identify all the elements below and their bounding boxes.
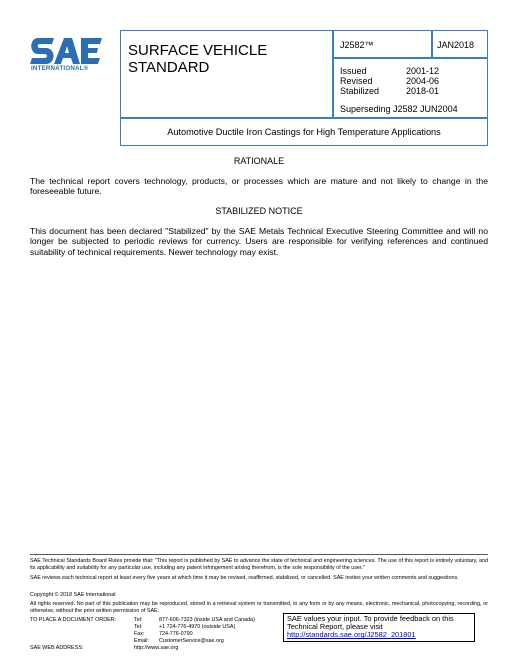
footer-divider xyxy=(30,554,488,555)
history-row-stabilized xyxy=(340,86,439,96)
history-value: 2018-01 xyxy=(406,86,440,96)
logo-letter-s xyxy=(30,38,54,64)
stabilized-notice-text: This document has been declared "Stabilized" by the SAE Metals Technical Executive Steering Committee and will no longer be subjected to periodic reviews for currency. Users are responsible for verifying references and continued suitability of technical requirements. Newer technology may exist. xyxy=(30,226,488,257)
history-row-issued xyxy=(340,66,439,76)
history-label: Issued xyxy=(340,66,367,76)
rights-text: All rights reserved. No part of this publication may be reproduced, stored in a retrieval system or transmitted, in any form or by any means, electronic, mechanical, photocopying, recording, or otherwise, without the prior written permission of SAE. xyxy=(30,601,488,614)
contact-label: Fax: xyxy=(134,631,145,637)
contact-value: 877-606-7323 (inside USA and Canada) xyxy=(159,617,255,623)
doc-date: JAN2018 xyxy=(437,40,475,50)
history-label: Stabilized xyxy=(340,86,380,96)
feedback-text xyxy=(287,615,475,640)
stabilized-notice-heading: STABILIZED NOTICE xyxy=(215,206,303,216)
contact-value: 724-776-0790 xyxy=(159,631,193,637)
web-address-label: SAE WEB ADDRESS: xyxy=(30,645,84,651)
logo-subtitle: INTERNATIONAL® xyxy=(31,65,89,72)
order-label: TO PLACE A DOCUMENT ORDER: xyxy=(30,617,117,623)
board-rules-text: SAE Technical Standards Board Rules provide that: "This report is published by SAE to advance the state of technical and engineering sciences. The use of this report is entirely voluntary, and its applicability and suitability for any particular use, including any patent infringement arising therefrom, is the sole responsibility of the user." xyxy=(30,558,488,571)
document-subtitle: Automotive Ductile Iron Castings for High Temperature Applications xyxy=(167,127,441,137)
contact-value: +1 724-776-4970 (outside USA) xyxy=(159,624,236,630)
history-value: 2001-12 xyxy=(406,66,440,76)
web-address-link[interactable]: http://www.sae.org xyxy=(134,645,179,651)
logo-letter-e xyxy=(81,38,102,64)
document-type-title xyxy=(128,42,328,76)
feedback-link[interactable]: http://standards.sae.org/J2582_201801 xyxy=(287,630,416,640)
feedback-message: SAE values your input. To provide feedback on this Technical Report, please visit xyxy=(287,614,454,632)
superseding-note: Superseding J2582 JUN2004 xyxy=(340,104,458,114)
title-line-2: STANDARD xyxy=(128,59,210,76)
rationale-text: The technical report covers technology, products, or processes which are mature and not likely to change in the foreseeable future. xyxy=(30,176,488,197)
logo-letter-a xyxy=(54,38,80,64)
contact-label: Tel: xyxy=(134,617,143,623)
history-label: Revised xyxy=(340,76,373,86)
history-value: 2004-06 xyxy=(406,76,440,86)
contact-label: Email: xyxy=(134,638,149,644)
doc-number: J2582™ xyxy=(340,40,374,50)
title-line-1: SURFACE VEHICLE xyxy=(128,42,268,59)
rationale-heading: RATIONALE xyxy=(233,156,285,166)
review-text: SAE reviews each technical report at least every five years at which time it may be revised, reaffirmed, stabilized, or cancelled. SAE invites your written comments and suggestions. xyxy=(30,575,459,581)
contact-label: Tel: xyxy=(134,624,143,630)
history-row-revised xyxy=(340,76,439,86)
contact-email[interactable]: CustomerService@sae.org xyxy=(159,638,224,644)
copyright-text: Copyright © 2018 SAE International xyxy=(30,592,116,598)
